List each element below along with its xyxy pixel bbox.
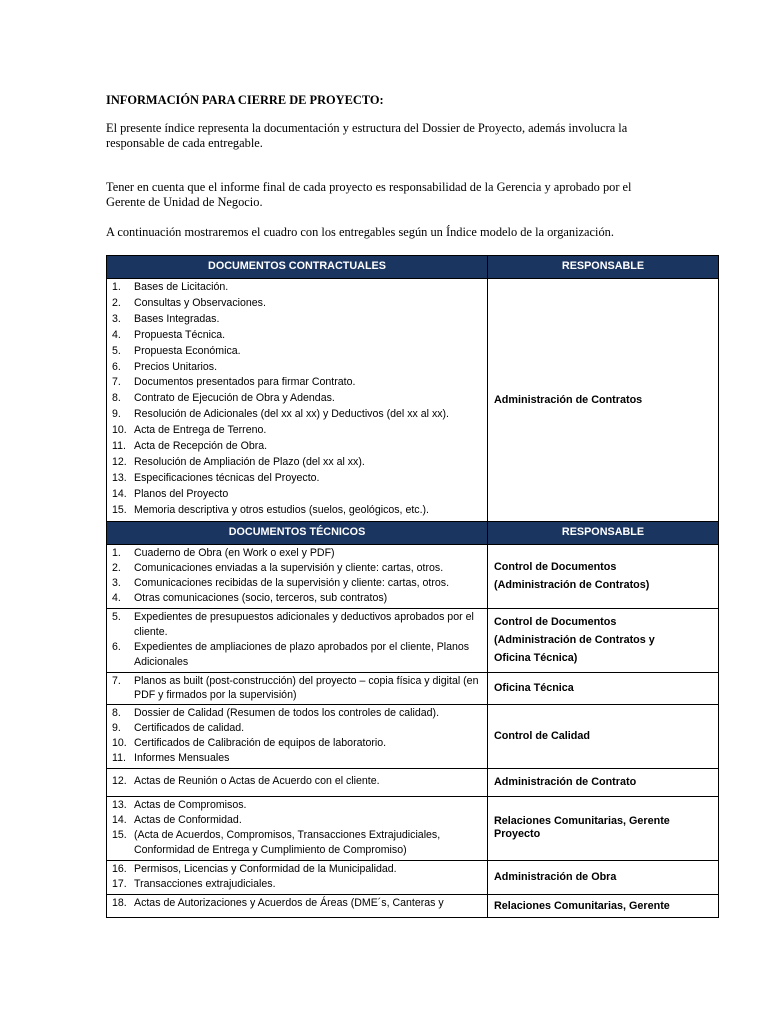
list-item bbox=[112, 561, 484, 576]
item-number: 6. bbox=[112, 640, 121, 653]
item-text: Actas de Autorizaciones y Acuerdos de Áreas (DME´s, Canteras y bbox=[134, 896, 444, 909]
item-number: 15. bbox=[112, 828, 127, 841]
contractual-items-cell bbox=[107, 279, 488, 522]
items-list bbox=[112, 774, 484, 789]
item-number: 15. bbox=[112, 503, 127, 516]
items-cell bbox=[107, 704, 488, 768]
list-item bbox=[112, 375, 484, 391]
list-item bbox=[112, 407, 484, 423]
list-item bbox=[112, 591, 484, 606]
item-number: 12. bbox=[112, 455, 127, 468]
item-number: 12. bbox=[112, 775, 127, 788]
items-list bbox=[112, 798, 484, 858]
responsible-cell bbox=[488, 894, 719, 917]
item-number: 10. bbox=[112, 736, 127, 749]
item-number: 17. bbox=[112, 877, 127, 890]
item-text: Cuaderno de Obra (en Work o exel y PDF) bbox=[134, 546, 335, 559]
item-text: Comunicaciones enviadas a la supervisión y cliente: cartas, otros. bbox=[134, 561, 444, 574]
list-item bbox=[112, 640, 484, 670]
list-item bbox=[112, 546, 484, 561]
items-cell bbox=[107, 860, 488, 894]
contractual-header-row bbox=[107, 256, 719, 279]
item-number: 4. bbox=[112, 328, 121, 341]
item-number: 10. bbox=[112, 424, 127, 437]
item-text: Propuesta Técnica. bbox=[134, 328, 226, 341]
document-title: INFORMACIÓN PARA CIERRE DE PROYECTO: bbox=[106, 93, 384, 107]
table-row bbox=[107, 796, 719, 860]
table-row bbox=[107, 608, 719, 672]
item-number: 5. bbox=[112, 344, 121, 357]
list-item bbox=[112, 487, 484, 503]
item-number: 3. bbox=[112, 576, 121, 589]
item-number: 1. bbox=[112, 546, 121, 559]
list-item bbox=[112, 503, 484, 519]
list-item bbox=[112, 439, 484, 455]
item-text: Actas de Reunión o Actas de Acuerdo con el cliente. bbox=[134, 775, 380, 788]
item-text: Especificaciones técnicas del Proyecto. bbox=[134, 471, 320, 484]
responsible-line: Oficina Técnica bbox=[494, 682, 574, 695]
item-text: Propuesta Económica. bbox=[134, 344, 241, 357]
items-list bbox=[112, 706, 484, 766]
item-number: 8. bbox=[112, 392, 121, 405]
item-number: 13. bbox=[112, 471, 127, 484]
table-row bbox=[107, 544, 719, 608]
responsible-line: Administración de Obra bbox=[494, 871, 617, 884]
list-item bbox=[112, 610, 484, 640]
item-number: 3. bbox=[112, 312, 121, 325]
contractual-row bbox=[107, 279, 719, 522]
list-item bbox=[112, 296, 484, 312]
list-item bbox=[112, 721, 484, 736]
responsible-cell bbox=[488, 860, 719, 894]
item-text: Contrato de Ejecución de Obra y Adendas. bbox=[134, 392, 335, 405]
list-item bbox=[112, 471, 484, 487]
list-item bbox=[112, 360, 484, 376]
list-item bbox=[112, 877, 484, 892]
item-text: (Acta de Acuerdos, Compromisos, Transacciones Extrajudiciales, Conformidad de Entrega y Cumplimiento de Compromiso) bbox=[134, 828, 441, 856]
list-item bbox=[112, 798, 484, 813]
item-number: 7. bbox=[112, 674, 121, 687]
item-number: 8. bbox=[112, 706, 121, 719]
item-number: 5. bbox=[112, 610, 121, 623]
table-intro-paragraph: A continuación mostraremos el cuadro con los entregables según un Índice modelo de la organización. bbox=[106, 225, 614, 239]
technical-header: DOCUMENTOS TÉCNICOS bbox=[107, 521, 488, 544]
responsible-cell bbox=[488, 768, 719, 796]
list-item bbox=[112, 344, 484, 360]
list-item bbox=[112, 455, 484, 471]
responsible-line: (Administración de Contratos y bbox=[494, 634, 655, 647]
item-text: Otras comunicaciones (socio, terceros, sub contratos) bbox=[134, 591, 388, 604]
responsible-line: Control de Documentos bbox=[494, 616, 617, 629]
list-item bbox=[112, 312, 484, 328]
item-text: Planos del Proyecto bbox=[134, 487, 229, 500]
deliverables-table bbox=[106, 255, 719, 918]
item-text: Memoria descriptiva y otros estudios (suelos, geológicos, etc.). bbox=[134, 503, 429, 516]
item-number: 16. bbox=[112, 862, 127, 875]
item-number: 2. bbox=[112, 296, 121, 309]
item-text: Certificados de calidad. bbox=[134, 721, 245, 734]
list-item bbox=[112, 328, 484, 344]
contractual-header: DOCUMENTOS CONTRACTUALES bbox=[107, 256, 488, 279]
responsible-line: (Administración de Contratos) bbox=[494, 579, 650, 592]
item-number: 2. bbox=[112, 561, 121, 574]
item-text: Resolución de Ampliación de Plazo (del xx al xx). bbox=[134, 455, 365, 468]
list-item bbox=[112, 774, 484, 789]
table-row bbox=[107, 768, 719, 796]
item-text: Comunicaciones recibidas de la supervisión y cliente: cartas, otros. bbox=[134, 576, 450, 589]
responsible-cell bbox=[488, 608, 719, 672]
item-number: 9. bbox=[112, 721, 121, 734]
items-cell bbox=[107, 768, 488, 796]
item-number: 6. bbox=[112, 360, 121, 373]
item-text: Resolución de Adicionales (del xx al xx) y Deductivos (del xx al xx). bbox=[134, 408, 450, 421]
item-number: 11. bbox=[112, 751, 126, 764]
responsible-line: Control de Calidad bbox=[494, 730, 590, 743]
item-number: 14. bbox=[112, 487, 127, 500]
list-item bbox=[112, 706, 484, 721]
intro-paragraph: El presente índice representa la documentación y estructura del Dossier de Proyecto, además involucra la responsable de cada entregable. bbox=[106, 121, 628, 150]
responsible-cell: Administración de Contratos bbox=[488, 279, 719, 522]
item-text: Informes Mensuales bbox=[134, 751, 230, 764]
list-item bbox=[112, 736, 484, 751]
table-row bbox=[107, 672, 719, 704]
item-text: Bases de Licitación. bbox=[134, 281, 229, 293]
item-text: Bases Integradas. bbox=[134, 312, 220, 325]
item-text: Actas de Conformidad. bbox=[134, 813, 242, 826]
technical-header-row bbox=[107, 521, 719, 544]
contractual-items-list bbox=[112, 280, 484, 519]
list-item bbox=[112, 391, 484, 407]
list-item bbox=[112, 896, 484, 910]
note-paragraph: Tener en cuenta que el informe final de cada proyecto es responsabilidad de la Gerencia y aprobado por el Gerente de Unidad de Negocio. bbox=[106, 180, 632, 209]
responsible-line: Oficina Técnica) bbox=[494, 652, 578, 665]
items-list bbox=[112, 896, 484, 910]
items-cell bbox=[107, 608, 488, 672]
responsible-cell bbox=[488, 544, 719, 608]
items-list bbox=[112, 610, 484, 670]
technical-rows bbox=[107, 544, 719, 917]
responsible-header: RESPONSABLE bbox=[488, 256, 719, 279]
responsible-header: RESPONSABLE bbox=[488, 521, 719, 544]
table-row bbox=[107, 704, 719, 768]
table-row bbox=[107, 860, 719, 894]
item-text: Dossier de Calidad (Resumen de todos los controles de calidad). bbox=[134, 706, 440, 719]
item-text: Expedientes de presupuestos adicionales y deductivos aprobados por el cliente. bbox=[134, 610, 474, 638]
responsible-line: Control de Documentos bbox=[494, 561, 617, 574]
item-text: Transacciones extrajudiciales. bbox=[134, 877, 276, 890]
item-text: Acta de Entrega de Terreno. bbox=[134, 424, 267, 437]
item-text: Permisos, Licencias y Conformidad de la Municipalidad. bbox=[134, 862, 397, 875]
list-item bbox=[112, 862, 484, 877]
items-cell bbox=[107, 672, 488, 704]
item-number: 11. bbox=[112, 440, 126, 453]
list-item bbox=[112, 828, 484, 858]
item-text: Documentos presentados para firmar Contrato. bbox=[134, 376, 356, 389]
item-number: 1. bbox=[112, 281, 121, 293]
item-number: 14. bbox=[112, 813, 127, 826]
responsible-cell bbox=[488, 704, 719, 768]
responsible-cell bbox=[488, 796, 719, 860]
responsible-line: Relaciones Comunitarias, Gerente Proyecto bbox=[494, 815, 670, 841]
item-text: Planos as built (post-construcción) del proyecto – copia física y digital (en PDF y firmados por la supervisión) bbox=[134, 674, 479, 701]
responsible-cell bbox=[488, 672, 719, 704]
item-text: Precios Unitarios. bbox=[134, 360, 218, 373]
item-number: 9. bbox=[112, 408, 121, 421]
list-item bbox=[112, 576, 484, 591]
item-text: Actas de Compromisos. bbox=[134, 798, 247, 811]
item-text: Acta de Recepción de Obra. bbox=[134, 440, 268, 453]
items-cell bbox=[107, 796, 488, 860]
list-item bbox=[112, 674, 484, 702]
list-item bbox=[112, 813, 484, 828]
list-item bbox=[112, 751, 484, 766]
item-text: Expedientes de ampliaciones de plazo aprobados por el cliente, Planos Adicionales bbox=[134, 640, 470, 668]
table-row bbox=[107, 894, 719, 917]
items-cell bbox=[107, 894, 488, 917]
list-item bbox=[112, 423, 484, 439]
item-number: 18. bbox=[112, 896, 127, 909]
items-list bbox=[112, 862, 484, 892]
items-cell bbox=[107, 544, 488, 608]
item-text: Consultas y Observaciones. bbox=[134, 296, 266, 309]
item-number: 13. bbox=[112, 798, 127, 811]
item-number: 4. bbox=[112, 591, 121, 604]
responsible-line: Relaciones Comunitarias, Gerente bbox=[494, 899, 670, 912]
responsible-line: Administración de Contrato bbox=[494, 776, 637, 789]
item-number: 7. bbox=[112, 376, 121, 389]
items-list bbox=[112, 546, 484, 606]
list-item bbox=[112, 280, 484, 296]
item-text: Certificados de Calibración de equipos de laboratorio. bbox=[134, 736, 387, 749]
items-list bbox=[112, 674, 484, 702]
